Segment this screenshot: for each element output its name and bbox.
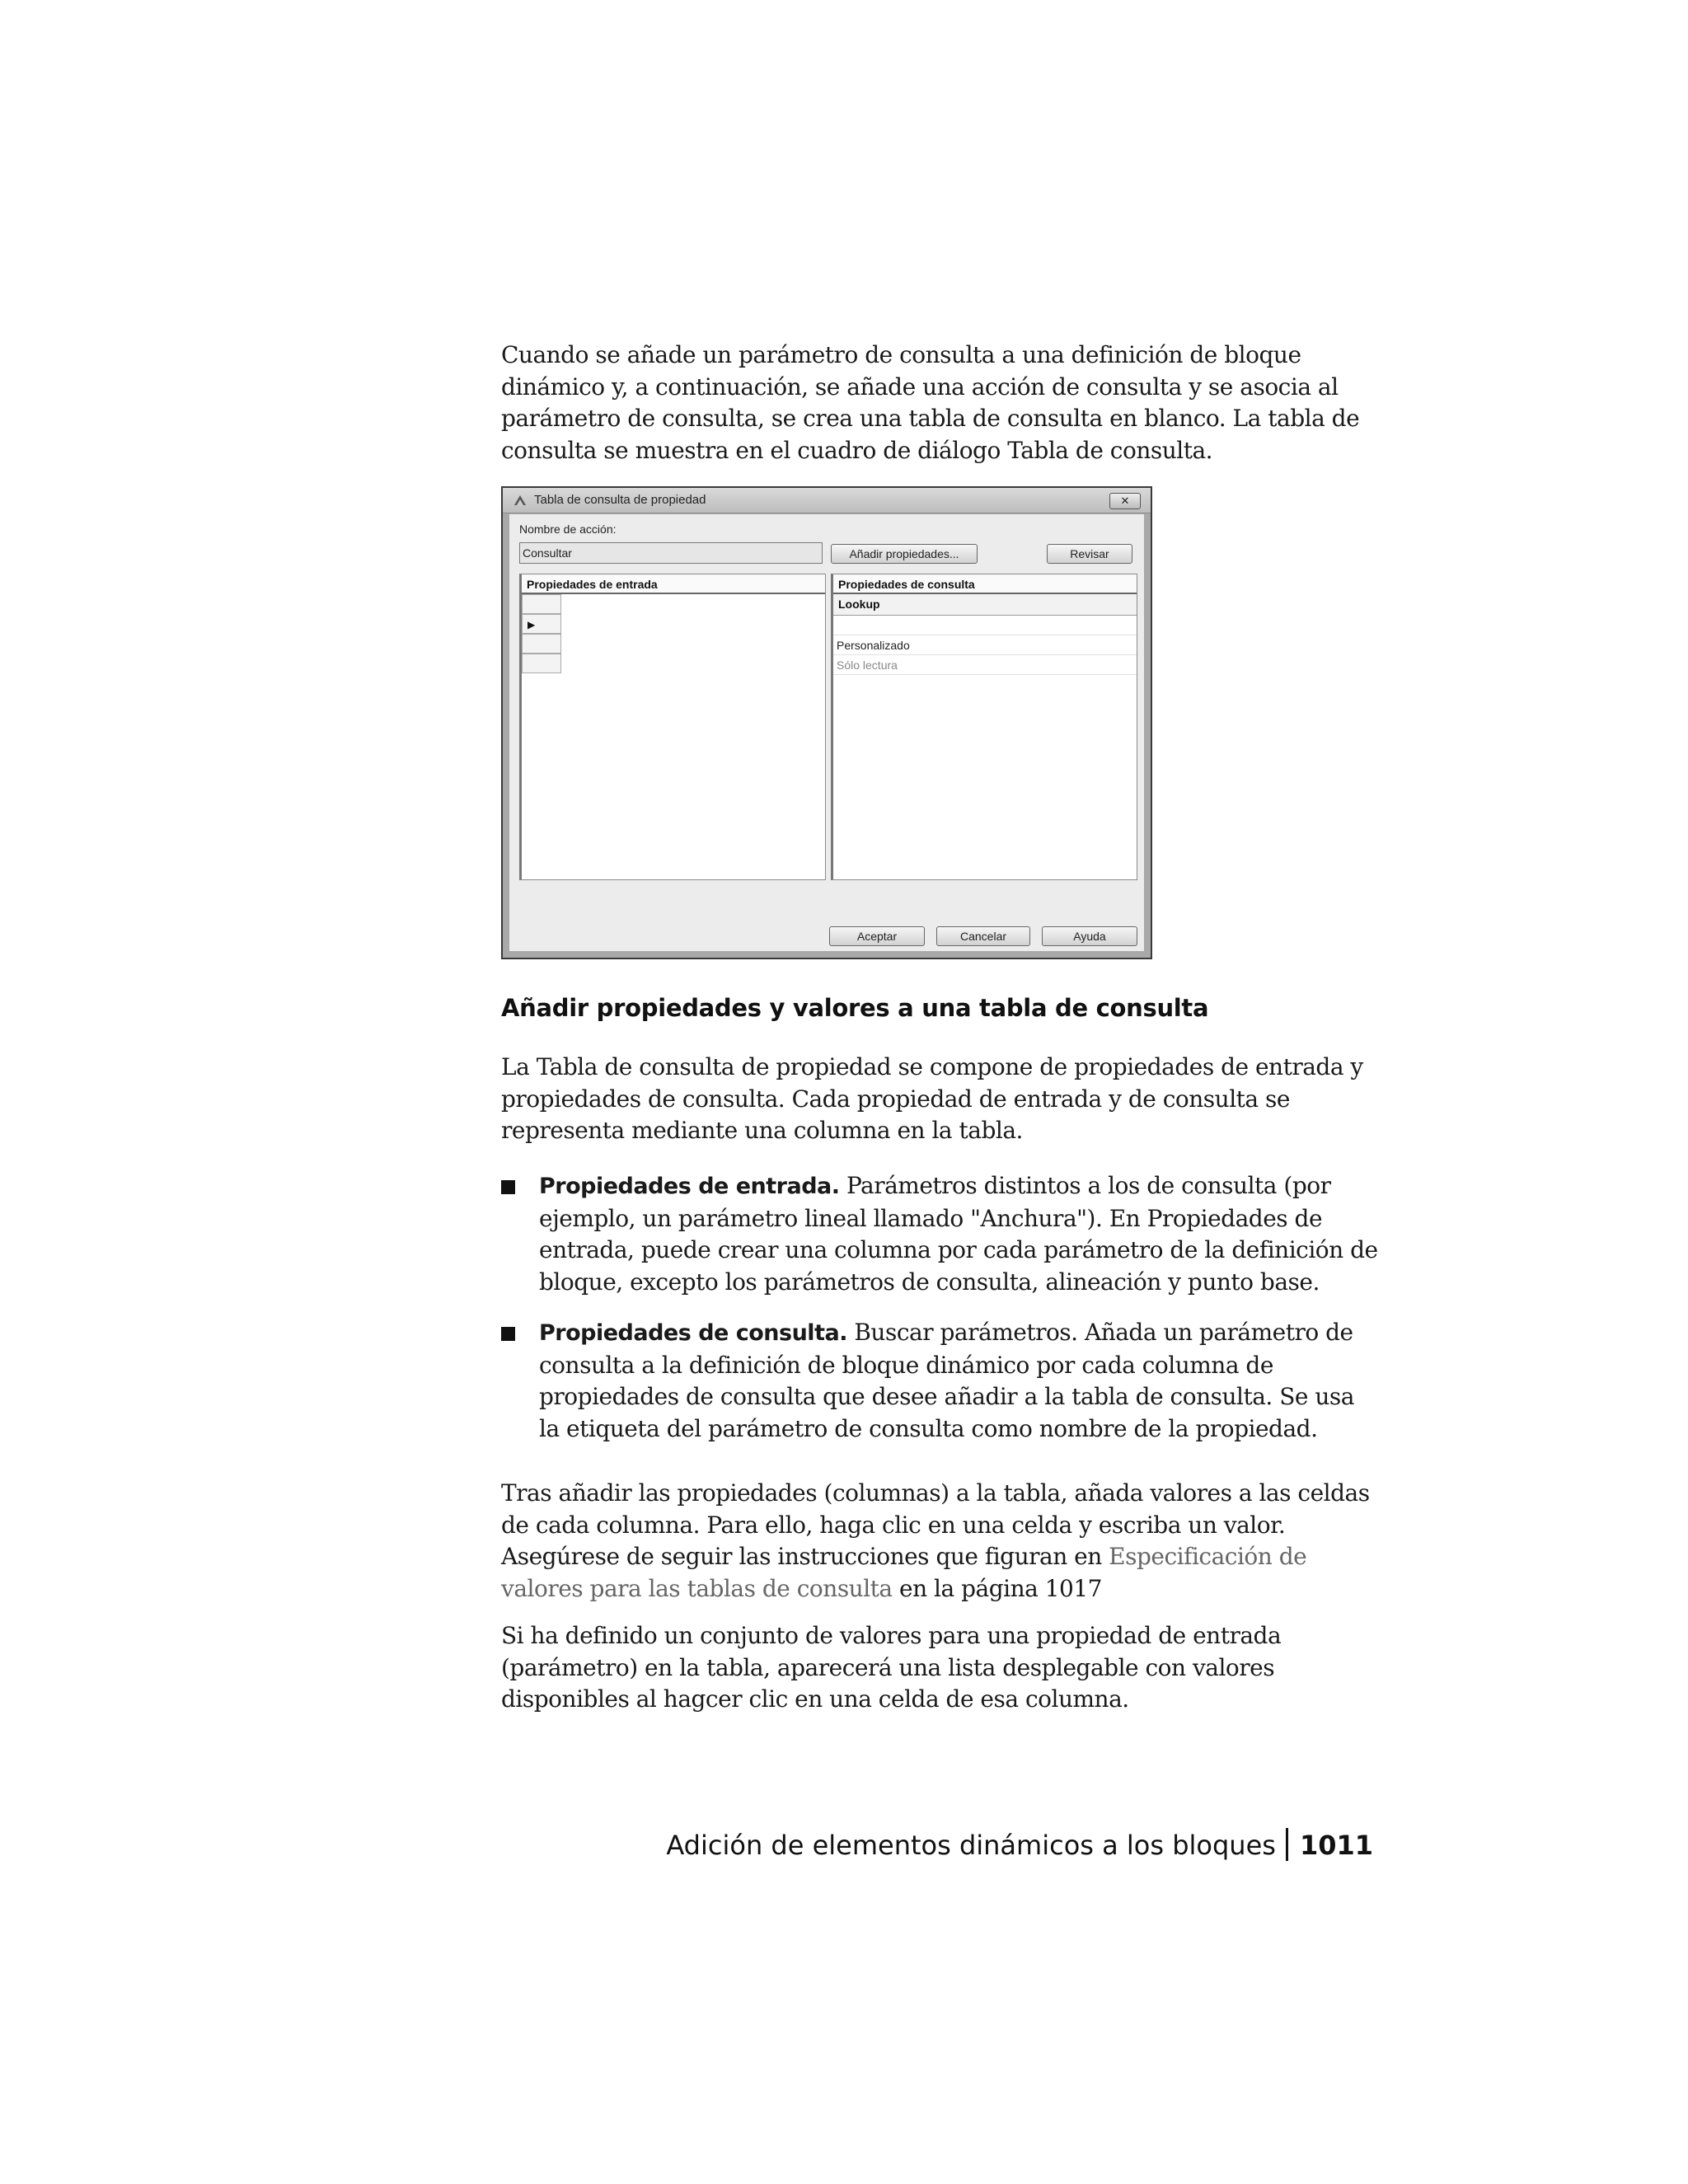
bullet-text bbox=[539, 1317, 1380, 1445]
readonly-row[interactable]: Sólo lectura bbox=[833, 655, 1137, 675]
footer-divider bbox=[1286, 1828, 1288, 1861]
paragraph-dropdown: Si ha definido un conjunto de valores para una propiedad de entrada (parámetro) en la tabla, aparecerá una lista desplegable con valores disponibles al hagcer clic en una celda de esa columna. bbox=[501, 1622, 1282, 1713]
ok-button[interactable]: Aceptar bbox=[829, 926, 925, 946]
paragraph-text: en la página 1017 bbox=[892, 1574, 1102, 1602]
lookup-column-header[interactable]: Lookup bbox=[833, 594, 1137, 616]
action-name-label: Nombre de acción: bbox=[519, 523, 617, 536]
cancel-button[interactable]: Cancelar bbox=[936, 926, 1030, 946]
chapter-title: Adición de elementos dinámicos a los bloques bbox=[666, 1830, 1276, 1861]
dialog-body bbox=[509, 514, 1144, 951]
dialog-title: Tabla de consulta de propiedad bbox=[534, 493, 706, 507]
bullet-description: Buscar parámetros. Añada un parámetro de consulta a la definición de bloque dinámico por cada columna de propiedades de consulta que desee añadir a la tabla de consulta. Se usa la etiqueta del parámetro de consulta como nombre de la propiedad. bbox=[539, 1319, 1354, 1442]
bullet-square-icon bbox=[501, 1327, 515, 1341]
action-name-input[interactable]: Consultar bbox=[519, 542, 823, 564]
add-properties-button[interactable]: Añadir propiedades... bbox=[831, 544, 978, 564]
app-icon bbox=[513, 494, 528, 507]
intro-paragraph: Cuando se añade un parámetro de consulta a una definición de bloque dinámico y, a continuación, se añade una acción de consulta y se asocia al parámetro de consulta, se crea una tabla de consulta en blanco. La tabla de consulta se muestra en el cuadro de diálogo Tabla de consulta. bbox=[501, 341, 1360, 464]
help-button[interactable]: Ayuda bbox=[1042, 926, 1137, 946]
input-properties-header: Propiedades de entrada bbox=[522, 574, 825, 594]
row-header-cell[interactable] bbox=[522, 594, 561, 614]
bullet-text bbox=[539, 1170, 1380, 1298]
current-row-arrow-icon: ▶ bbox=[528, 619, 536, 630]
row-header-cell[interactable] bbox=[522, 654, 561, 673]
paragraph-add-values bbox=[501, 1478, 1378, 1605]
close-icon: ✕ bbox=[1120, 494, 1130, 507]
input-properties-panel bbox=[519, 574, 826, 880]
dialog-titlebar bbox=[503, 488, 1151, 513]
bullet-square-icon bbox=[501, 1180, 515, 1194]
lookup-table-dialog bbox=[501, 486, 1152, 959]
custom-row[interactable]: Personalizado bbox=[833, 635, 1137, 655]
row-header-cell[interactable] bbox=[522, 634, 561, 654]
lookup-empty-row[interactable] bbox=[833, 616, 1137, 635]
lookup-properties-header: Propiedades de consulta bbox=[833, 574, 1137, 594]
bullet-term: Propiedades de consulta. bbox=[539, 1320, 847, 1346]
close-button[interactable] bbox=[1109, 493, 1141, 509]
audit-button[interactable]: Revisar bbox=[1047, 544, 1132, 564]
lookup-properties-panel bbox=[831, 574, 1137, 880]
section-heading: Añadir propiedades y valores a una tabla de consulta bbox=[501, 994, 1209, 1022]
cross-reference-link[interactable]: Especificación de valores para las tablas de consulta bbox=[501, 1543, 1307, 1602]
paragraph-text: Tras añadir las propiedades (columnas) a la tabla, añada valores a las celdas de cada columna. Para ello, haga clic en una celda y escriba un valor. Asegúrese de seguir las instrucciones que figuran en bbox=[501, 1479, 1370, 1570]
bullet-description: Parámetros distintos a los de consulta (por ejemplo, un parámetro lineal llamado "Anchura"). En Propiedades de entrada, puede crear una columna por cada parámetro de la definición de bloque, excepto los parámetros de consulta, alineación y punto base. bbox=[539, 1172, 1378, 1296]
page-number: 1011 bbox=[1299, 1830, 1373, 1861]
bullet-term: Propiedades de entrada. bbox=[539, 1174, 840, 1199]
paragraph-properties: La Tabla de consulta de propiedad se compone de propiedades de entrada y propiedades de consulta. Cada propiedad de entrada y de consulta se representa mediante una columna en la tabla. bbox=[501, 1053, 1363, 1144]
row-header-cell[interactable] bbox=[522, 614, 561, 634]
page-footer bbox=[666, 1828, 1373, 1861]
